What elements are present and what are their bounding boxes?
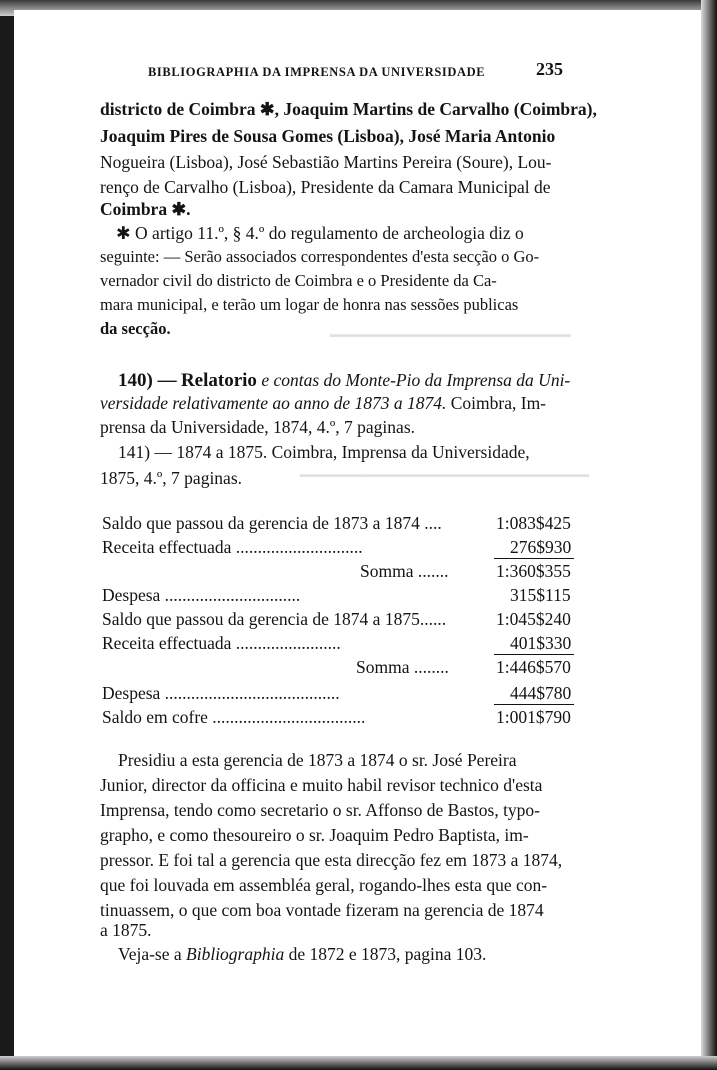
entry-140-line2 bbox=[100, 392, 546, 414]
sum-rule bbox=[494, 654, 574, 655]
paragraph1-line: Nogueira (Lisboa), José Sebastião Martins Pereira (Soure), Lou- bbox=[100, 152, 552, 172]
account-label: Saldo em cofre ................................... bbox=[102, 707, 366, 727]
reference-prefix: Veja-se a bbox=[118, 944, 182, 964]
footnote-line: vernador civil do districto de Coimbra e o Presidente da Ca- bbox=[100, 271, 497, 290]
show-through-decoration: ━━━━━━━━━━━━━━━━━━━━━━━━━ bbox=[330, 328, 571, 345]
footnote-lead: ✱ O artigo 11.º, § 4.º do regulamento de archeologia diz o bbox=[116, 223, 524, 243]
entry-140-line1 bbox=[118, 369, 570, 392]
account-value: 1:083$425 bbox=[496, 513, 571, 533]
entry-141-line2: 1875, 4.º, 7 paginas. bbox=[100, 468, 243, 488]
footnote-line: mara municipal, e terão um logar de honra nas sessões publicas bbox=[100, 295, 519, 314]
entry-text: Coimbra, Im- bbox=[450, 393, 547, 413]
paragraph2-line: tinuassem, o que com boa vontade fizeram na gerencia de 1874 bbox=[100, 900, 544, 920]
account-value: 276$930 bbox=[510, 537, 572, 557]
show-through-decoration: ━━━━━━━━━━━━━━━━━━━━━━━━━━━━━━ bbox=[300, 468, 589, 485]
paragraph2-line: Junior, director da officina e muito habil revisor technico d'esta bbox=[100, 775, 543, 795]
paragraph1-line: districto de Coimbra ✱, Joaquim Martins de Carvalho (Coimbra), bbox=[100, 99, 597, 119]
paragraph1-line: renço de Carvalho (Lisboa), Presidente da Camara Municipal de bbox=[100, 177, 551, 197]
footnote-line: seguinte: — Serão associados correspondentes d'esta secção o Go- bbox=[100, 247, 540, 266]
paragraph2-line: Presidiu a esta gerencia de 1873 a 1874 o sr. José Pereira bbox=[118, 750, 517, 770]
account-label: Saldo que passou da gerencia de 1873 a 1874 .... bbox=[102, 513, 442, 533]
scan-bottom-edge bbox=[0, 1056, 717, 1070]
account-value: 1:360$355 bbox=[496, 561, 571, 581]
entry-title-italic: e contas do Monte-Pio da Imprensa da Uni- bbox=[261, 370, 571, 390]
account-label: Saldo que passou da gerencia de 1874 a 1875...... bbox=[102, 609, 447, 629]
page-number: 235 bbox=[536, 59, 563, 79]
account-value: 1:001$790 bbox=[496, 707, 571, 727]
account-label: Somma ........ bbox=[356, 657, 449, 677]
sum-rule bbox=[494, 704, 574, 705]
account-value: 1:446$570 bbox=[496, 657, 571, 677]
account-label: Despesa ........................................ bbox=[102, 683, 340, 703]
running-title: BIBLIOGRAPHIA DA IMPRENSA DA UNIVERSIDADE bbox=[148, 65, 486, 79]
account-value: 1:045$240 bbox=[496, 609, 571, 629]
reference-suffix: de 1872 e 1873, pagina 103. bbox=[288, 944, 487, 964]
account-label: Somma ....... bbox=[360, 561, 449, 581]
paragraph2-line: que foi louvada em assembléa geral, rogando-lhes esta que con- bbox=[100, 875, 548, 895]
paragraph2-line: pressor. E foi tal a gerencia que esta direcção fez em 1873 a 1874, bbox=[100, 850, 563, 870]
entry-number: 140) — bbox=[118, 370, 177, 391]
account-label: Receita effectuada ........................ bbox=[102, 633, 341, 653]
sum-rule bbox=[494, 558, 574, 559]
entry-italic: versidade relativamente ao anno de 1873 a 1874. bbox=[100, 393, 447, 413]
account-value: 315$115 bbox=[510, 585, 571, 605]
account-label: Receita effectuada ............................. bbox=[102, 537, 363, 557]
paragraph2-line: grapho, e como thesoureiro o sr. Joaquim Pedro Baptista, im- bbox=[100, 825, 529, 845]
paragraph2-line: a 1875. bbox=[100, 920, 152, 940]
footnote-line: da secção. bbox=[100, 319, 171, 338]
entry-140-line3: prensa da Universidade, 1874, 4.º, 7 paginas. bbox=[100, 417, 415, 437]
paragraph1-line: Coimbra ✱. bbox=[100, 199, 191, 219]
entry-title: Relatorio bbox=[180, 370, 257, 391]
paragraph1-line: Joaquim Pires de Sousa Gomes (Lisboa), José Maria Antonio bbox=[100, 126, 556, 146]
scan-right-edge bbox=[701, 0, 717, 1070]
reference-italic: Bibliographia bbox=[186, 944, 285, 964]
paragraph2-line: Imprensa, tendo como secretario o sr. Affonso de Bastos, typo- bbox=[100, 800, 541, 820]
account-value: 401$330 bbox=[510, 633, 572, 653]
account-value: 444$780 bbox=[510, 683, 572, 703]
account-label: Despesa ............................... bbox=[102, 585, 301, 605]
entry-141-line1: 141) — 1874 a 1875. Coimbra, Imprensa da Universidade, bbox=[118, 442, 530, 462]
reference-line bbox=[118, 943, 486, 965]
